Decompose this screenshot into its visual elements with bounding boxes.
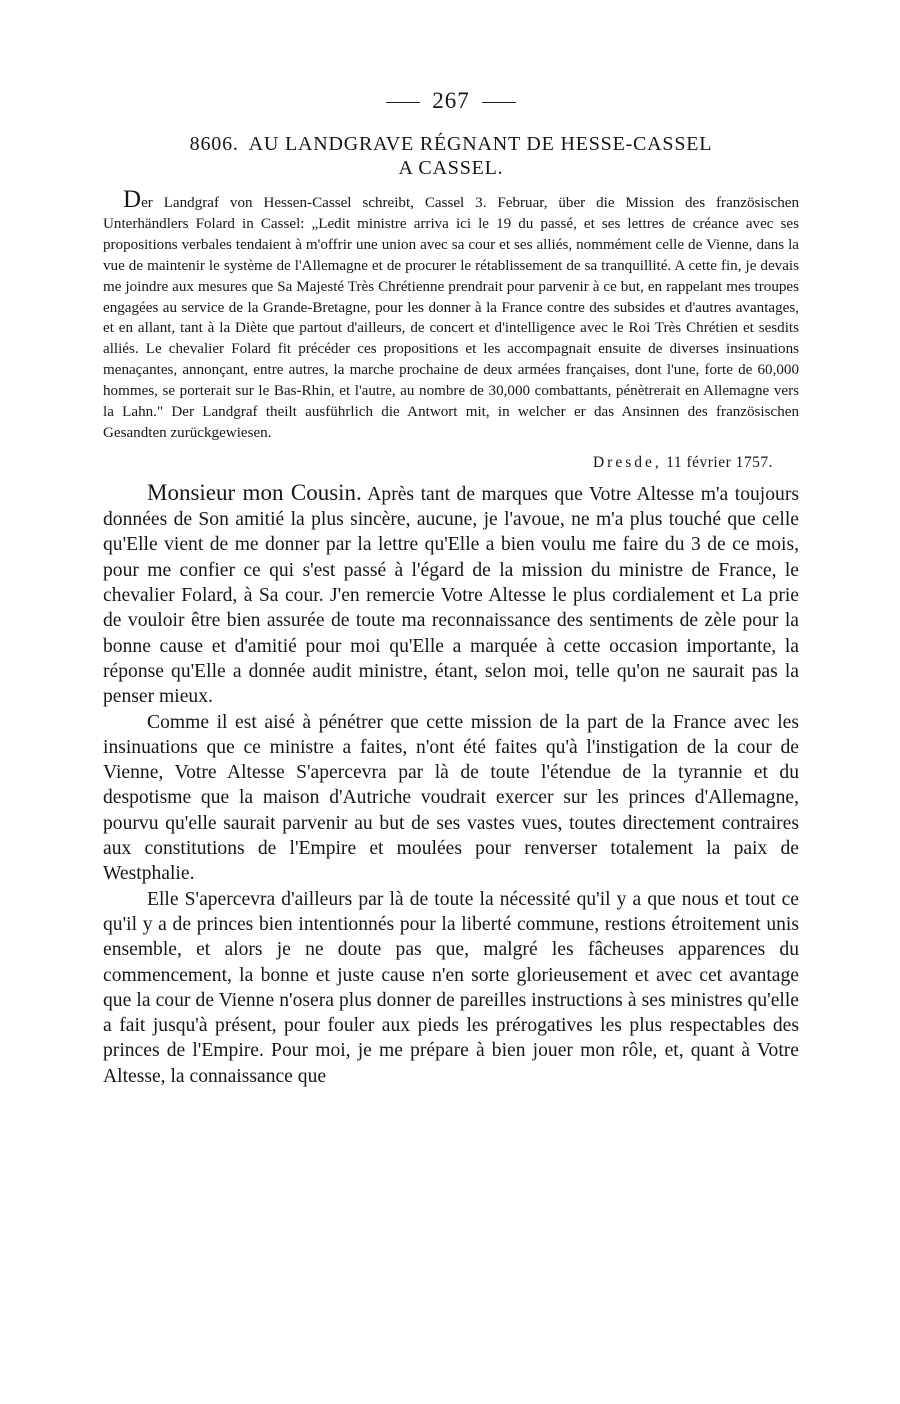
editorial-summary xyxy=(103,186,799,444)
date-place: Dresde, xyxy=(592,453,662,471)
heading-title: AU LANDGRAVE RÉGNANT DE HESSE-CASSEL xyxy=(248,133,713,155)
document-page xyxy=(103,86,799,1089)
paragraph-1-text: Après tant de marques que Votre Altesse m'a toujours données de Son amitié la plus sincère, aucune, je l'avoue, ne m'a plus touché que celle qu'Elle vient de me donner par la lettre qu'Elle a bien voulu me faire du 3 de ce mois, pour me confier ce qui s'est passé à l'égard de la mission du ministre de France, le chevalier Folard, à Sa cour. J'en remercie Votre Altesse le plus cordialement et La prie de vouloir être bien assurée de toute ma reconnaissance des sentiments de zèle pour la bonne cause et d'amitié pour moi qu'Elle a marquée à cette occasion importante, la réponse qu'Elle a donnée audit ministre, étant, selon moi, telle qu'on ne saurait pas la penser mieux. xyxy=(103,483,799,708)
salutation: Monsieur mon Cousin. xyxy=(147,479,362,505)
paragraph-2: Comme il est aisé à pénétrer que cette mission de la part de la France avec les insinuations que ce ministre a faites, n'ont été faites qu'à l'instigation de la cour de Vienne, Votre Altesse S'apercevra par là de toute l'étendue de la tyrannie et du despotisme que la maison d'Autriche voudrait exercer sur les princes d'Allemagne, pourvu qu'elle saurait parvenir au but de ses vastes vues, toutes directement contraires aux constitutions de l'Empire et moulées pour renverser totalement la paix de Westphalie. xyxy=(103,711,799,885)
document-heading xyxy=(103,132,799,180)
letter-body xyxy=(103,480,799,1089)
left-dash xyxy=(386,102,420,103)
date-day: 11 février 1757. xyxy=(666,453,773,471)
summary-text: er Landgraf von Hessen-Cassel schreibt, Cassel 3. Februar, über die Mission des französischen Unterhändlers Folard in Cassel: „Ledit ministre arriva ici le 19 du passé, et ses lettres de créance avec ses propositions verbales tendaient à m'offrir une union avec sa cour et ses alliés, nommément celle de Vienne, dans la vue de maintenir le système de l'Allemagne et de procurer le rétablissement de sa tranquillité. A cette fin, je devais me joindre aux mesures que Sa Majesté Très Chrétienne prendrait pour parvenir à ce but, en rappelant mes troupes engagées au service de la Grande-Bretagne, pour les donner à la France contre des subsides et d'autres avantages, et en allant, tant à la Diète que partout d'ailleurs, de concert et d'intelligence avec le Roi Très Chrétien et sesdits alliés. Le chevalier Folard fit précéder ces propositions et les accompagnait ensuite de diverses insinuations menaçantes, annonçant, entre autres, la marche prochaine de deux armées françaises, dont l'une, forte de 60,000 hommes, se porterait sur le Bas-Rhin, et l'autre, au nombre de 30,000 combattants, pénètrerait en Allemagne vers la Lahn." Der Landgraf theilt ausführlich die Antwort mit, in welcher er das Ansinnen des französischen Gesandten zurückgewiesen. xyxy=(103,195,799,441)
paragraph-1 xyxy=(103,480,799,710)
dateline xyxy=(103,452,799,474)
heading-line-1 xyxy=(103,132,799,156)
heading-line-2: A CASSEL. xyxy=(398,157,504,179)
page-number: 267 xyxy=(432,88,470,113)
document-number: 8606. xyxy=(189,133,239,155)
paragraph-3: Elle S'apercevra d'ailleurs par là de toute la nécessité qu'il y a que nous et tout ce qu'il y a de princes bien intentionnés pour la liberté commune, restions étroitement unis ensemble, et alors je ne doute pas que, malgré les fâcheuses apparences du commencement, la bonne et juste cause n'en sorte glorieusement et avec cet avantage que la cour de Vienne n'osera plus donner de pareilles instructions à ses ministres qu'elle a fait jusqu'à présent, pour fouler aux pieds les prérogatives les plus respectables des princes de l'Empire. Pour moi, je me prépare à bien jouer mon rôle, et, quant à Votre Altesse, la connaissance que xyxy=(103,888,799,1087)
right-dash xyxy=(482,102,516,103)
page-number-line xyxy=(103,86,799,116)
summary-initial: D xyxy=(123,186,142,213)
